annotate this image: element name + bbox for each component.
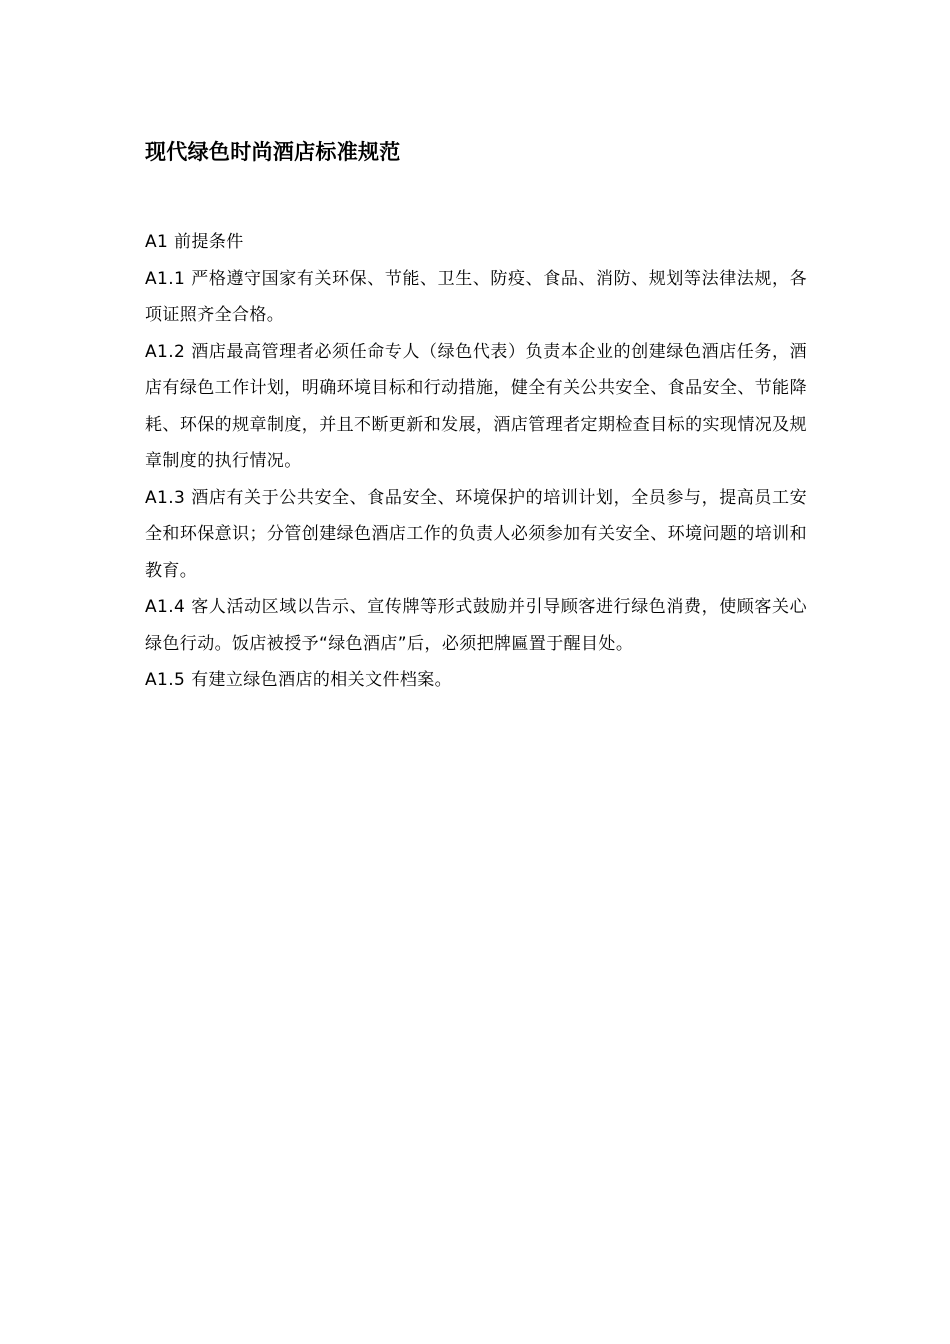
clause-a1-1: A1.1 严格遵守国家有关环保、节能、卫生、防疫、食品、消防、规划等法律法规，各项证照齐全合格。: [145, 268, 807, 325]
clause-a1-5: A1.5 有建立绿色酒店的相关文件档案。: [145, 670, 453, 690]
document-title: 现代绿色时尚酒店标准规范: [145, 140, 401, 164]
clause-a1-2: A1.2 酒店最高管理者必须任命专人（绿色代表）负责本企业的创建绿色酒店任务，酒店有绿色工作计划，明确环境目标和行动措施，健全有关公共安全、食品安全、节能降耗、环保的规章制度，并且不断更新和发展，酒店管理者定期检查目标的实现情况及规章制度的执行情况。: [145, 341, 807, 471]
section-heading-a1: A1 前提条件: [145, 232, 244, 252]
clause-a1-4: A1.4 客人活动区域以告示、宣传牌等形式鼓励并引导顾客进行绿色消费，使顾客关心绿色行动。饭店被授予“绿色酒店”后，必须把牌匾置于醒目处。: [145, 597, 807, 654]
clause-a1-3: A1.3 酒店有关于公共安全、食品安全、环境保护的培训计划，全员参与，提高员工安全和环保意识；分管创建绿色酒店工作的负责人必须参加有关安全、环境问题的培训和教育。: [145, 487, 807, 581]
document-body: [145, 224, 807, 699]
